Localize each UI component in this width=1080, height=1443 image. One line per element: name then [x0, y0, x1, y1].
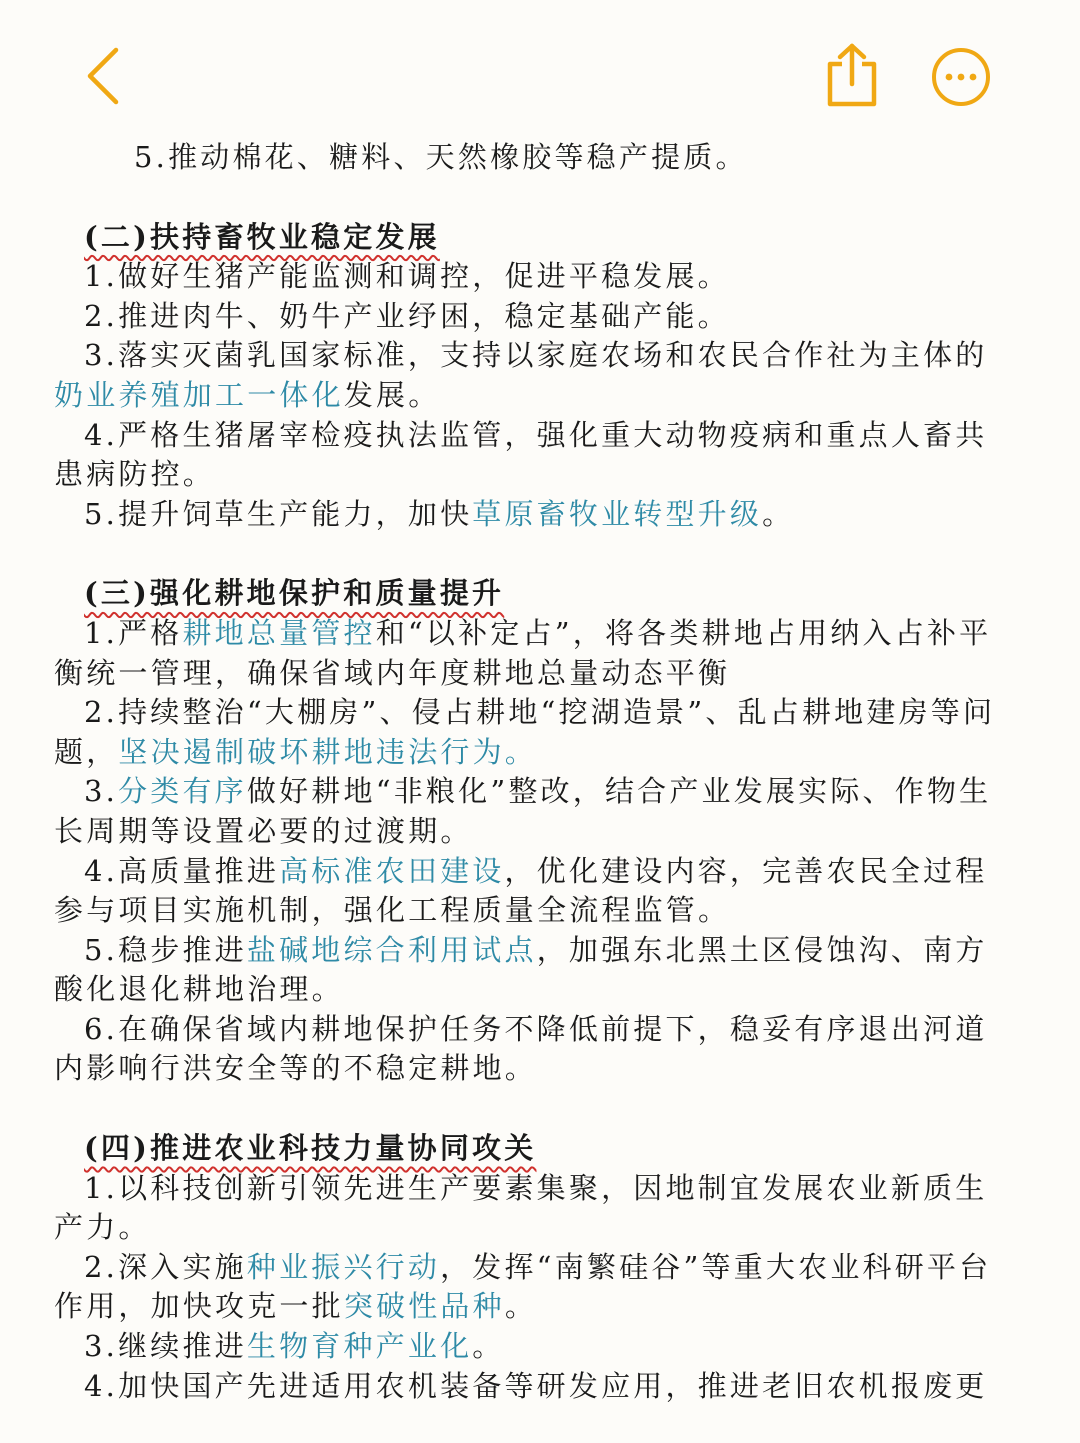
- section-heading: [0, 574, 1080, 614]
- section-heading: [0, 1129, 1080, 1169]
- list-item: [0, 257, 1080, 297]
- highlighted-phrase: 分类有序: [118, 774, 247, 809]
- highlighted-phrase: 奶业养殖加工一体化: [54, 377, 344, 412]
- item-text: 2.推进肉牛、奶牛产业纾困，稳定基础产能。: [84, 298, 730, 333]
- section-heading-text: (三)强化耕地保护和质量提升: [84, 576, 505, 611]
- intro-line: 5.推动棉花、糖料、天然橡胶等稳产提质。: [134, 140, 748, 174]
- list-item: [0, 297, 1080, 337]
- highlighted-phrase: 突破性品种: [343, 1289, 505, 1324]
- top-toolbar: [0, 0, 1080, 130]
- item-text: 和“以补定占”，将各类耕地占用纳入占补平衡统一管理，确保省域内年度耕地总量动态平衡: [54, 615, 992, 690]
- item-text: 4.高质量推进: [84, 853, 280, 888]
- list-item: [0, 693, 1080, 772]
- note-body: [0, 138, 1080, 1406]
- more-icon[interactable]: [930, 46, 992, 108]
- list-item: [0, 614, 1080, 693]
- list-item: [0, 1010, 1080, 1089]
- section-gap: [0, 534, 1080, 574]
- item-text: 1.做好生猪产能监测和调控，促进平稳发展。: [84, 259, 730, 294]
- item-text: 做好耕地“非粮化”整改，结合产业发展实际、作物生长周期等设置必要的过渡期。: [54, 774, 992, 848]
- item-text: 6.在确保省域内耕地保护任务不降低前提下，稳妥有序退出河道内影响行洪安全等的不稳定耕地。: [54, 1011, 988, 1086]
- list-item: [0, 416, 1080, 495]
- list-item: [0, 495, 1080, 535]
- share-icon[interactable]: [820, 40, 884, 110]
- list-item: [0, 852, 1080, 931]
- section-gap: [0, 1089, 1080, 1129]
- highlighted-phrase: 高标准农田建设: [279, 853, 505, 888]
- item-text: 2.持续整治“大棚房”、侵占耕地“挖湖造景”、乱占耕地建房等问题，: [54, 695, 996, 769]
- item-text: ，优化建设内容，完善农民全过程参与项目实施机制，强化工程质量全流程监管。: [54, 853, 988, 928]
- item-text: 1.以科技创新引领先进生产要素集聚，因地制宜发展农业新质生产力。: [54, 1170, 988, 1245]
- section-gap: [0, 178, 1080, 218]
- item-text: 5.稳步推进: [84, 932, 247, 967]
- sections: [0, 178, 1080, 1407]
- item-text: 3.: [84, 774, 119, 809]
- item-text: 3.继续推进: [84, 1329, 247, 1364]
- list-item: [0, 1367, 1080, 1407]
- list-item: [0, 772, 1080, 851]
- item-text: 4.加快国产先进适用农机装备等研发应用，推进老旧农机报废更: [84, 1368, 988, 1403]
- item-text: ，加强东北黑土区侵蚀沟、南方酸化退化耕地治理。: [54, 932, 988, 1007]
- highlighted-phrase: 盐碱地综合利用试点: [246, 932, 537, 967]
- item-text: 2.深入实施: [84, 1249, 247, 1284]
- item-text: 4.严格生猪屠宰检疫执法监管，强化重大动物疫病和重点人畜共患病防控。: [54, 417, 988, 492]
- item-text: 1.严格: [84, 615, 183, 650]
- item-text: 5.提升饲草生产能力，加快: [84, 496, 473, 531]
- list-item: [0, 1169, 1080, 1248]
- list-item: [0, 931, 1080, 1010]
- item-text: 3.落实灭菌乳国家标准，支持以家庭农场和农民合作社为主体的: [84, 338, 988, 373]
- chevron-left-icon[interactable]: [76, 44, 136, 108]
- highlighted-phrase: 坚决遏制破坏耕地违法行为。: [118, 734, 538, 769]
- highlighted-phrase: 耕地总量管控: [182, 615, 376, 650]
- item-text: 。: [472, 1329, 505, 1364]
- list-item: [0, 336, 1080, 415]
- item-text: 。: [504, 1289, 538, 1324]
- list-item: [0, 1327, 1080, 1367]
- highlighted-phrase: 种业振兴行动: [246, 1249, 441, 1284]
- highlighted-phrase: 生物育种产业化: [246, 1329, 473, 1364]
- section-heading: [0, 218, 1080, 258]
- item-text: 发展。: [343, 377, 441, 412]
- section-heading-text: (二)扶持畜牧业稳定发展: [84, 219, 440, 254]
- item-text: ，发挥“南繁硅谷”等重大农业科研平台作用，加快攻克一批: [54, 1249, 992, 1324]
- highlighted-phrase: 草原畜牧业转型升级: [472, 496, 763, 531]
- section-heading-text: (四)推进农业科技力量协同攻关: [84, 1131, 537, 1166]
- item-text: 。: [762, 496, 795, 531]
- list-item: [0, 1248, 1080, 1327]
